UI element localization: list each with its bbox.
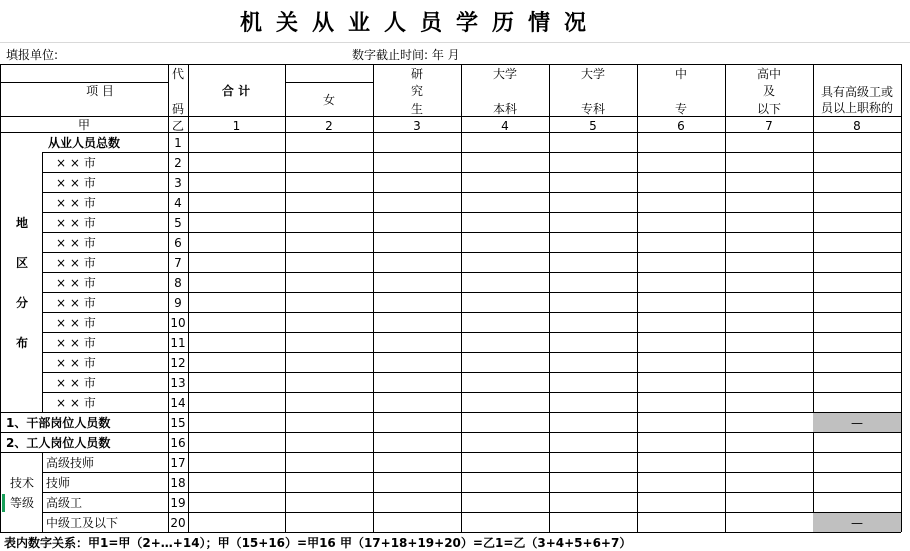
header-senior-2: 员以上职称的 [820, 101, 893, 115]
tech-level-label: 技师 [46, 476, 71, 490]
region-char-3: 分 [15, 296, 28, 310]
header-bachelor-top: 大学 [492, 67, 517, 81]
column-number: 7 [765, 119, 773, 133]
header-secondary-top: 中 [674, 67, 687, 81]
grid-line [285, 64, 286, 532]
row-cadre-code: 15 [170, 416, 186, 430]
row-code: 14 [170, 396, 186, 410]
column-number: 5 [589, 119, 597, 133]
grid-line [42, 212, 901, 213]
column-number: 1 [232, 119, 241, 133]
row-code: 7 [174, 256, 182, 270]
grid-line [0, 116, 901, 117]
header-college-top: 大学 [580, 67, 605, 81]
city-label: × × 市 [56, 176, 96, 190]
tech-level-label: 中级工及以下 [46, 516, 119, 530]
column-number: 6 [677, 119, 685, 133]
region-char-4: 布 [15, 336, 28, 350]
row-code: 8 [174, 276, 182, 290]
report-title: 机关从业人员学历情况 [239, 11, 600, 36]
tech-level-label: 高级工 [46, 496, 83, 510]
grid-line [0, 432, 901, 433]
header-grad-3: 生 [410, 102, 423, 116]
grid-line [285, 82, 373, 83]
grid-line [42, 152, 901, 153]
city-label: × × 市 [56, 276, 96, 290]
grid-line [0, 532, 901, 533]
header-highschool-3: 以下 [756, 102, 781, 116]
row-code: 5 [174, 216, 182, 230]
gridline-light [0, 42, 910, 43]
header-secondary-bottom: 专 [674, 102, 687, 116]
header-grad-2: 究 [410, 84, 423, 98]
city-label: × × 市 [56, 396, 96, 410]
grid-line [42, 392, 901, 393]
header-highschool-2: 及 [762, 84, 775, 98]
footnote: 表内数字关系：甲1=甲（2+…+14）；甲（15+16）=甲16 甲（17+18+19+20）=乙1=乙（3+4+5+6+7） [4, 536, 632, 550]
grid-line [42, 472, 901, 473]
row-total-label: 从业人员总数 [47, 136, 120, 150]
header-code-bottom: 码 [171, 102, 184, 116]
grid-line [725, 64, 726, 532]
region-char-2: 区 [15, 256, 28, 270]
row-total-code: 1 [174, 136, 182, 150]
city-label: × × 市 [56, 156, 96, 170]
city-label: × × 市 [56, 236, 96, 250]
grid-line [0, 64, 1, 532]
row-code: 10 [170, 316, 186, 330]
grid-line [42, 312, 901, 313]
row-code: 6 [174, 236, 182, 250]
city-label: × × 市 [56, 336, 96, 350]
row-code: 3 [174, 176, 182, 190]
region-char-1: 地 [15, 216, 28, 230]
column-number: 2 [325, 119, 333, 133]
column-number: 3 [413, 119, 421, 133]
grid-line [42, 512, 901, 513]
row-code: 18 [170, 476, 186, 490]
header-item: 项 目 [86, 84, 114, 98]
city-label: × × 市 [56, 196, 96, 210]
grid-line [0, 412, 901, 413]
city-label: × × 市 [56, 356, 96, 370]
city-label: × × 市 [56, 376, 96, 390]
grid-line [813, 64, 814, 532]
header-highschool-1: 高中 [756, 67, 781, 81]
row-code: 17 [170, 456, 186, 470]
grid-line [42, 372, 901, 373]
row-code: 9 [174, 296, 182, 310]
grid-line [549, 64, 550, 532]
header-female: 女 [322, 93, 335, 107]
tech-group-1: 技术 [10, 476, 35, 490]
header-total: 合 计 [221, 84, 251, 98]
city-label: × × 市 [56, 256, 96, 270]
header-bachelor-bottom: 本科 [492, 102, 517, 116]
grid-line [461, 64, 462, 532]
tech-level-label: 高级技师 [46, 456, 95, 470]
row-code: 4 [174, 196, 182, 210]
row-code: 11 [170, 336, 186, 350]
grid-line [42, 332, 901, 333]
tech-group-2: 等级 [10, 496, 35, 510]
grid-line [42, 252, 901, 253]
row-code: 12 [170, 356, 186, 370]
city-label: × × 市 [56, 296, 96, 310]
row-code: 13 [170, 376, 186, 390]
grid-line [42, 272, 901, 273]
header-grad-1: 研 [410, 67, 423, 81]
grid-line [42, 352, 901, 353]
fill-unit-label: 填报单位: [6, 48, 59, 62]
grid-line [901, 64, 902, 532]
city-label: × × 市 [56, 316, 96, 330]
grid-line [42, 492, 901, 493]
grid-line [188, 64, 189, 532]
dash-cadre: — [851, 416, 863, 430]
header-senior-1: 具有高级工或 [820, 85, 893, 99]
row-code: 19 [170, 496, 186, 510]
column-number: 8 [853, 119, 861, 133]
row-code: 20 [170, 516, 186, 530]
grid-line [42, 292, 901, 293]
grid-line [42, 232, 901, 233]
grid-line [637, 64, 638, 532]
header-college-bottom: 专科 [580, 102, 605, 116]
row-marker [2, 494, 5, 512]
cutoff-date-label: 数字截止时间: 年 月 [352, 48, 460, 62]
row-cadre-label: 1、干部岗位人员数 [6, 416, 111, 430]
header-jia: 甲 [77, 118, 90, 132]
header-code-top: 代 [171, 67, 184, 81]
header-yi: 乙 [171, 119, 184, 133]
row-worker-label: 2、工人岗位人员数 [6, 436, 111, 450]
grid-line [0, 452, 901, 453]
grid-line [42, 172, 901, 173]
city-label: × × 市 [56, 216, 96, 230]
row-code: 2 [174, 156, 182, 170]
grid-line [0, 64, 901, 65]
grid-line [0, 82, 168, 83]
grid-line [42, 152, 43, 412]
grid-line [42, 452, 43, 532]
column-number: 4 [501, 119, 509, 133]
grid-line [42, 192, 901, 193]
row-worker-code: 16 [170, 436, 186, 450]
dash-intermediate: — [851, 516, 863, 530]
grid-line [373, 64, 374, 532]
